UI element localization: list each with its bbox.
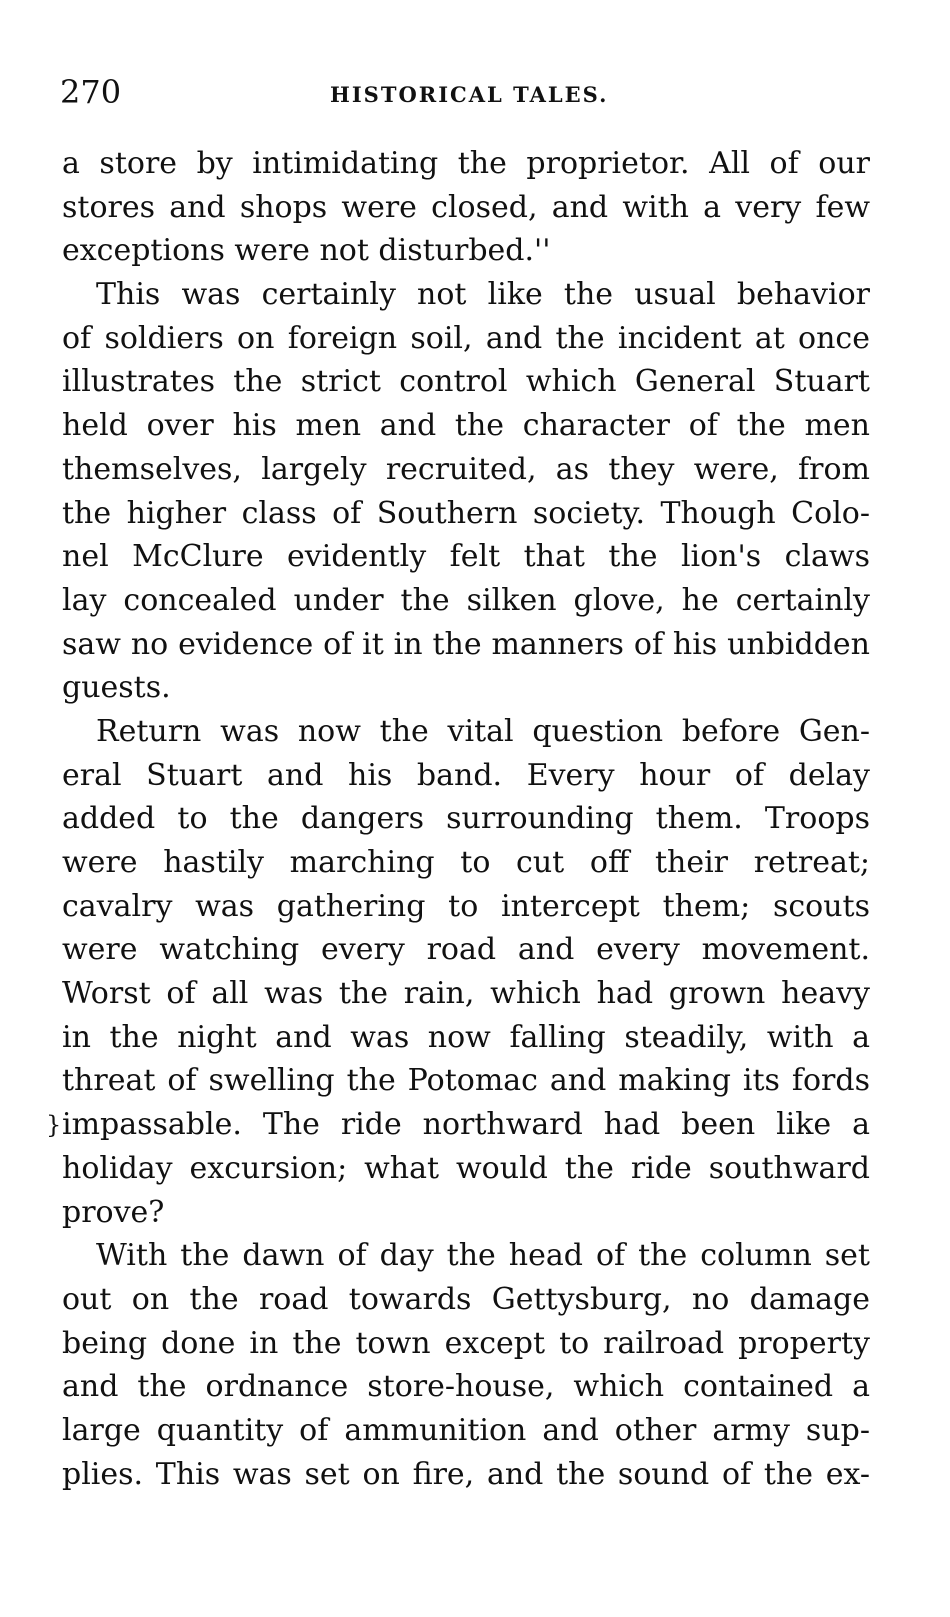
text-line: Return was now the vital question before Gen-: [96, 713, 870, 749]
text-line: This was certainly not like the usual behavior: [96, 277, 870, 313]
paragraph-3: [62, 710, 870, 1234]
text-line: the higher class of Southern society. Though Colo-: [62, 495, 870, 531]
text-line: stores and shops were closed, and with a very few: [62, 189, 870, 225]
text-line: impassable. The ride northward had been like a: [62, 1107, 870, 1143]
paragraph-1: [62, 142, 870, 273]
text-line: threat of swelling the Potomac and making its fords: [62, 1063, 870, 1099]
paragraph-2: [62, 273, 870, 710]
paragraph-4: [62, 1234, 870, 1496]
text-line: held over his men and the character of the men: [62, 408, 870, 444]
running-title: HISTORICAL TALES.: [330, 82, 609, 107]
text-line: of soldiers on foreign soil, and the incident at once: [62, 320, 870, 356]
text-line: being done in the town except to railroad property: [62, 1325, 870, 1361]
text-line: lay concealed under the silken glove, he certainly: [62, 582, 870, 618]
text-line: prove?: [62, 1194, 165, 1230]
text-line: exceptions were not disturbed.'': [62, 233, 551, 269]
page-header: [60, 72, 870, 118]
page-number: 270: [60, 73, 122, 111]
text-line: nel McClure evidently felt that the lion's claws: [62, 539, 870, 575]
text-line: With the dawn of day the head of the column set: [96, 1238, 870, 1274]
margin-mark: }: [46, 1111, 62, 1139]
text-line: plies. This was set on fire, and the sound of the ex-: [62, 1456, 870, 1492]
text-line: were hastily marching to cut off their retreat;: [62, 845, 870, 880]
text-line: added to the dangers surrounding them. Troops: [62, 801, 870, 837]
text-line: eral Stuart and his band. Every hour of delay: [62, 757, 870, 793]
text-line: holiday excursion; what would the ride southward: [62, 1150, 870, 1186]
text-line: Worst of all was the rain, which had grown heavy: [62, 976, 870, 1012]
text-line: in the night and was now falling steadily, with a: [62, 1019, 870, 1055]
text-line: were watching every road and every movement.: [62, 932, 870, 968]
text-line: cavalry was gathering to intercept them; scouts: [62, 888, 870, 924]
text-line: out on the road towards Gettysburg, no damage: [62, 1281, 870, 1317]
text-line: and the ordnance store-house, which contained a: [62, 1369, 870, 1405]
text-line: a store by intimidating the proprietor. All of our: [62, 146, 870, 181]
text-line: saw no evidence of it in the manners of his unbidden: [62, 626, 870, 662]
text-line: guests.: [62, 670, 171, 706]
text-line: large quantity of ammunition and other army sup-: [62, 1412, 870, 1448]
text-line: themselves, largely recruited, as they were, from: [62, 451, 870, 487]
body-text: [62, 142, 870, 1496]
text-line: illustrates the strict control which General Stuart: [62, 364, 870, 400]
